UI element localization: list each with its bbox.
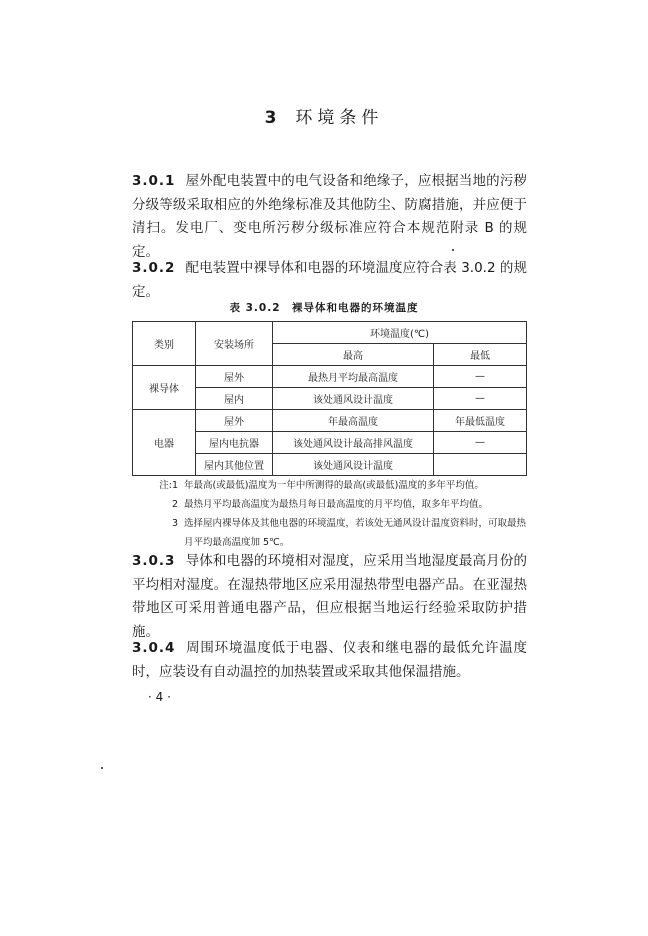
note-item (152, 495, 532, 514)
cell-max: 该处通风设计温度 (273, 454, 434, 476)
cell-location: 屋内 (196, 388, 273, 410)
note-text: 选择屋内裸导体及其他电器的环境温度，若该处无通风设计温度资料时，可取最热月平均最高温度加 5℃。 (184, 518, 527, 548)
clause-number: 3.0.3 (132, 553, 176, 569)
notes-prefix: 注: (159, 480, 172, 491)
note-item (152, 476, 532, 495)
header-category: 类别 (133, 322, 196, 366)
note-label: 注:1 (159, 480, 178, 491)
cell-category: 电器 (133, 410, 196, 476)
clause-text: 导体和电器的环境相对湿度，应采用当地湿度最高月份的平均相对湿度。在湿热带地区应采用湿热带型电器产品。在亚湿热带地区可采用普通电器产品，但应根据当地运行经验采取防护措施。 (132, 553, 527, 640)
table-row (133, 366, 527, 388)
header-env-temp: 环境温度(℃) (273, 322, 527, 344)
cell-min (434, 454, 527, 476)
clause-number: 3.0.4 (132, 640, 176, 656)
cell-category: 裸导体 (133, 366, 196, 410)
clause-3-0-4 (132, 637, 527, 684)
cell-min: 年最低温度 (434, 410, 527, 432)
clause-3-0-2 (132, 257, 527, 304)
cell-min: — (434, 432, 527, 454)
environment-temperature-table (132, 321, 527, 476)
note-text: 年最高(或最低)温度为一年中所测得的最高(或最低)温度的多年平均值。 (184, 480, 484, 491)
scan-speck (452, 249, 454, 251)
chapter-title (0, 103, 648, 128)
cell-max: 该处通风设计温度 (273, 388, 434, 410)
cell-max: 年最高温度 (273, 410, 434, 432)
cell-max: 该处通风设计最高排风温度 (273, 432, 434, 454)
cell-min: — (434, 366, 527, 388)
note-label: 2 (171, 499, 178, 510)
clause-number: 3.0.1 (132, 173, 176, 189)
table-notes (152, 476, 532, 552)
table-caption: 表 3.0.2 裸导体和电器的环境温度 (229, 302, 419, 314)
header-location: 安装场所 (196, 322, 273, 366)
note-text: 最热月平均最高温度为最热月每日最高温度的月平均值，取多年平均值。 (184, 499, 489, 510)
cell-location: 屋内电抗器 (196, 432, 273, 454)
cell-location: 屋内其他位置 (196, 454, 273, 476)
cell-location: 屋外 (196, 366, 273, 388)
clause-text: 屋外配电装置中的电气设备和绝缘子，应根据当地的污秽分级等级采取相应的外绝缘标准及其他防尘、防腐措施，并应便于清扫。发电厂、变电所污秽分级标准应符合本规范附录 B 的规定。 (132, 173, 527, 260)
header-min: 最低 (434, 344, 527, 366)
cell-max: 最热月平均最高温度 (273, 366, 434, 388)
page-number: · 4 · (148, 690, 171, 704)
cell-location: 屋外 (196, 410, 273, 432)
note-item (152, 514, 532, 552)
clause-3-0-1 (132, 170, 527, 264)
chapter-name: 环境条件 (295, 108, 384, 128)
clause-number: 3.0.2 (132, 260, 176, 276)
clause-3-0-3 (132, 550, 527, 644)
note-label: 3 (171, 518, 178, 529)
clause-text: 周围环境温度低于电器、仪表和继电器的最低允许温度时，应装设有自动温控的加热装置或采取其他保温措施。 (132, 640, 527, 680)
scan-speck (101, 767, 103, 769)
chapter-number: 3 (264, 108, 282, 128)
table-row (133, 410, 527, 432)
table-header-row (133, 322, 527, 344)
header-max: 最高 (273, 344, 434, 366)
cell-min: — (434, 388, 527, 410)
clause-text: 配电装置中裸导体和电器的环境温度应符合表 3.0.2 的规定。 (132, 260, 527, 300)
